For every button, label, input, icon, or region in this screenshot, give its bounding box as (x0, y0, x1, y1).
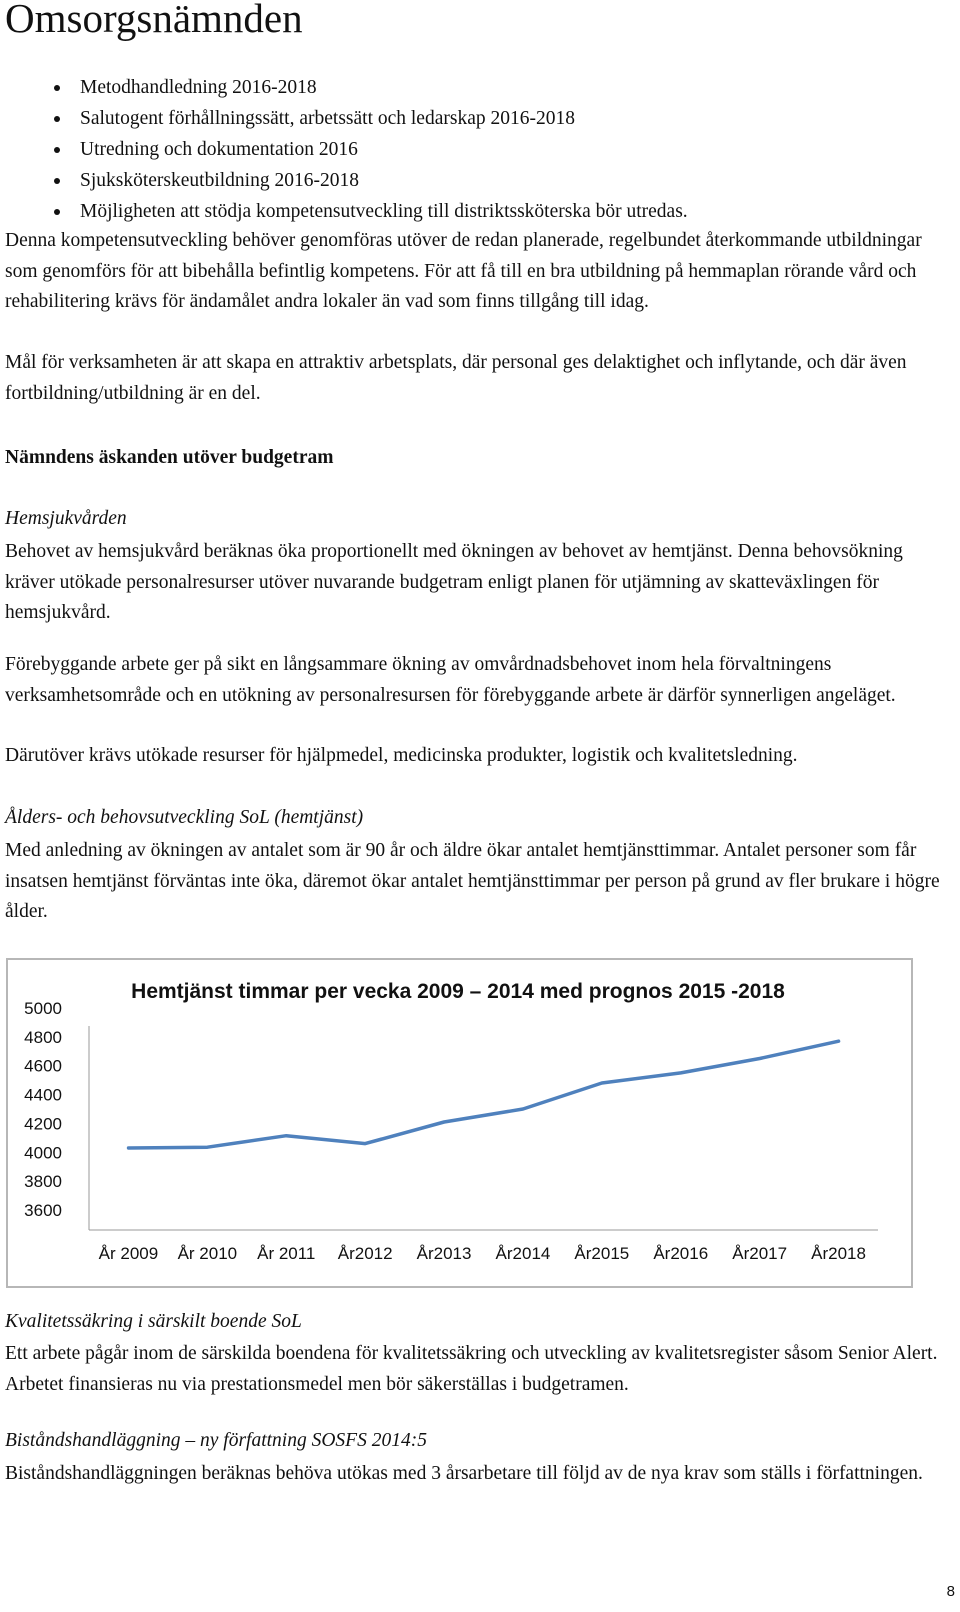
x-axis-ticks (99, 1244, 866, 1263)
paragraph-assessment: Biståndshandläggningen beräknas behöva utökas med 3 årsarbetare till följd av de nya krav som ställs i författningen. (5, 1463, 923, 1484)
list-item: Salutogent förhållningssätt, arbetssätt och ledarskap 2016-2018 (0, 103, 688, 134)
x-tick-label: År2016 (653, 1244, 709, 1263)
y-tick-label: 4400 (24, 1085, 62, 1105)
list-item: Sjuksköterskeutbildning 2016-2018 (0, 165, 688, 196)
y-tick-label: 4600 (24, 1056, 62, 1076)
page-title: Omsorgsnämnden (5, 0, 303, 41)
list-item: Utredning och dokumentation 2016 (0, 134, 688, 165)
y-tick-label: 4200 (24, 1114, 62, 1134)
x-tick-label: År2017 (732, 1244, 788, 1263)
y-tick-label: 4800 (24, 1027, 62, 1047)
paragraph-prevention: Förebyggande arbete ger på sikt en långsammare ökning av omvårdnadsbehovet inom hela förvaltningens verksamhetsområde och en utökning av personalresursen för förebyggande arbete är därför synnerligen angeläget. (5, 654, 896, 706)
section-heading-requests: Nämndens äskanden utöver budgetram (5, 447, 334, 468)
list-item: Möjligheten att stödja kompetensutveckling till distriktssköterska bör utredas. (0, 196, 688, 227)
x-tick-label: År 2010 (177, 1244, 238, 1263)
bullet-list (0, 72, 688, 227)
paragraph-resources: Därutöver krävs utökade resurser för hjälpmedel, medicinska produkter, logistik och kvalitetsledning. (5, 745, 798, 766)
y-tick-label: 3600 (24, 1201, 62, 1220)
x-tick-label: År2013 (416, 1244, 472, 1263)
subheading-quality: Kvalitetssäkring i särskilt boende SoL (5, 1311, 302, 1332)
series-layer (129, 1041, 839, 1148)
x-tick-label: År2015 (574, 1244, 630, 1263)
paragraph-goal: Mål för verksamheten är att skapa en attraktiv arbetsplats, där personal ges delaktighet och inflytande, och där även fortbildning/utbildning är en del. (5, 352, 907, 404)
y-tick-label: 3800 (24, 1172, 62, 1192)
y-axis-ticks (24, 999, 62, 1220)
x-tick-label: År2018 (811, 1244, 866, 1263)
line-chart (6, 958, 913, 1288)
page-number: 8 (946, 1583, 955, 1600)
subheading-age-development: Ålders- och behovsutveckling SoL (hemtjänst) (5, 807, 364, 828)
x-tick-label: År 2009 (98, 1244, 159, 1263)
paragraph-age-development: Med anledning av ökningen av antalet som är 90 år och äldre ökar antalet hemtjänsttimmar. Antalet personer som får insatsen hemtjänst förväntas inte öka, däremot ökar antalet hemtjänsttimmar per person på grund av fler brukare i högre ålder. (5, 840, 940, 922)
x-tick-label: År2014 (495, 1244, 551, 1263)
x-tick-label: År 2011 (257, 1244, 316, 1263)
subheading-assessment: Biståndshandläggning – ny författning SOSFS 2014:5 (5, 1430, 427, 1451)
chart-svg (8, 960, 911, 1286)
y-tick-label: 5000 (24, 999, 62, 1018)
paragraph-hemsjukvard: Behovet av hemsjukvård beräknas öka proportionellt med ökningen av behovet av hemtjänst. Denna behovsökning kräver utökade personalresurser utöver nuvarande budgetram enligt planen för utjämning av skatteväxlingen för hemsjukvård. (5, 541, 903, 623)
series-line (129, 1041, 839, 1148)
y-tick-label: 4000 (24, 1143, 62, 1163)
chart-title: Hemtjänst timmar per vecka 2009 – 2014 med prognos 2015 -2018 (131, 980, 785, 1003)
paragraph-competence: Denna kompetensutveckling behöver genomföras utöver de redan planerade, regelbundet återkommande utbildningar som genomförs för att bibehålla befintlig kompetens. För att få till en bra utbildning på hemmaplan rörande vård och rehabilitering krävs för ändamålet andra lokaler än vad som finns tillgång till idag. (5, 230, 922, 312)
paragraph-quality: Ett arbete pågår inom de särskilda boendena för kvalitetssäkring och utveckling av kvalitetsregister såsom Senior Alert. Arbetet finansieras nu via prestationsmedel men bör säkerställas i budgetramen. (5, 1343, 938, 1395)
x-tick-label: År2012 (337, 1244, 393, 1263)
subheading-hemsjukvard: Hemsjukvården (5, 508, 127, 529)
list-item: Metodhandledning 2016-2018 (0, 72, 688, 103)
